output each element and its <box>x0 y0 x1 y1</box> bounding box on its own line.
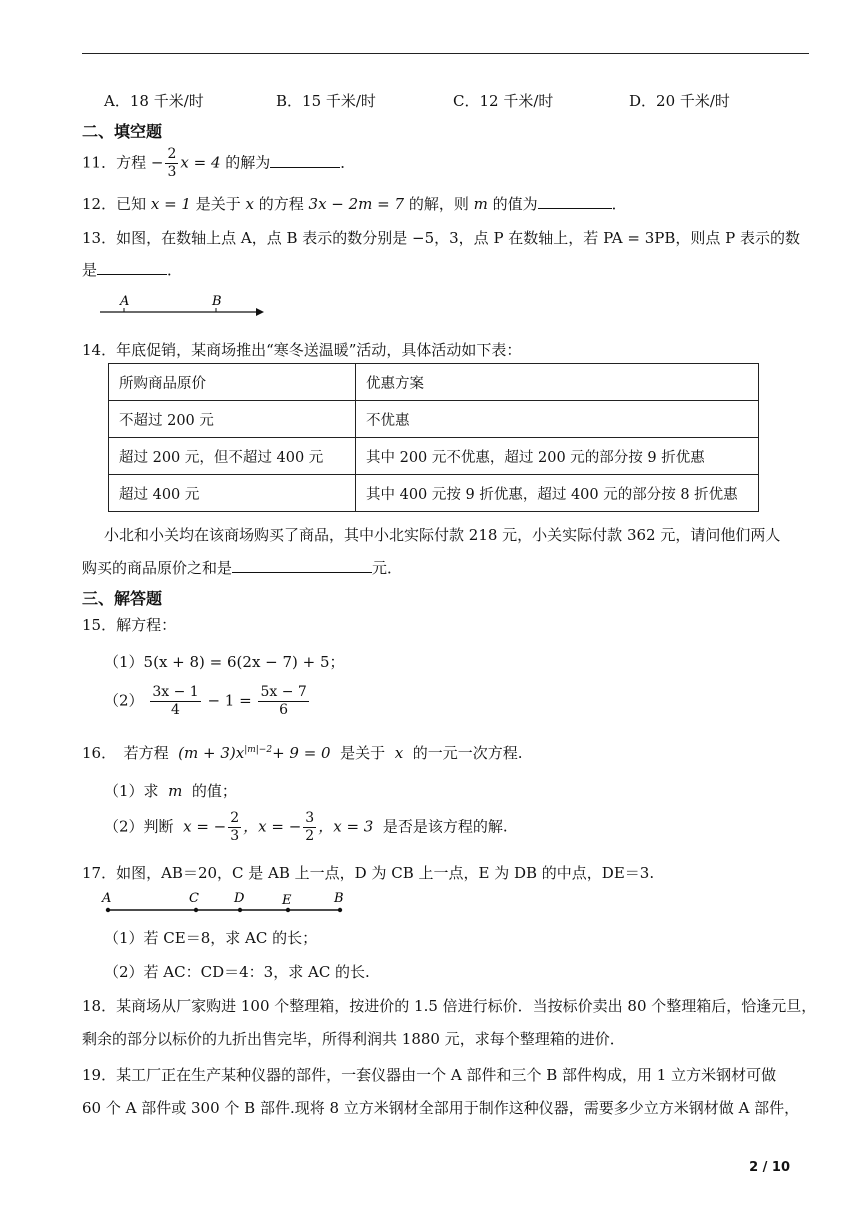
question-12: 12．已知 x = 1 是关于 x 的方程 3x − 2m = 7 的解，则 m 的值为 ． <box>82 195 627 213</box>
header-rule <box>82 53 809 54</box>
table-cell: 优惠方案 <box>356 364 759 401</box>
table-cell: 不超过 200 元 <box>109 401 356 438</box>
question-17-part1: （1）若 CE＝8，求 AC 的长； <box>104 929 318 947</box>
question-19-line1: 19．某工厂正在生产某种仪器的部件，一套仪器由一个 A 部件和三个 B 部件构成，用 1 立方米钢材可做 <box>82 1066 777 1084</box>
question-14-intro: 14．年底促销，某商场推出“寒冬送温暖”活动，具体活动如下表： <box>82 341 522 359</box>
option-c: C．12 千米/时 <box>453 92 554 110</box>
segment-diagram-17 <box>98 888 352 916</box>
table-row <box>109 475 759 512</box>
question-13-line1: 13．如图，在数轴上点 A，点 B 表示的数分别是 −5，3，点 P 在数轴上，若 PA = 3PB，则点 P 表示的数 <box>82 229 801 247</box>
number-line-13 <box>96 292 266 318</box>
section-title-answer: 三、解答题 <box>82 589 163 608</box>
question-14-text2: 购买的商品原价之和是 元． <box>82 559 403 577</box>
table-cell: 所购商品原价 <box>109 364 356 401</box>
question-18-line2: 剩余的部分以标价的九折出售完毕，所得利润共 1880 元，求每个整理箱的进价． <box>82 1030 625 1048</box>
point-e-label: E <box>282 893 292 908</box>
question-18-line1: 18．某商场从厂家购进 100 个整理箱，按进价的 1.5 倍进行标价．当按标价卖出 80 个整理箱后，恰逢元旦， <box>82 997 817 1015</box>
table-cell: 其中 400 元按 9 折优惠，超过 400 元的部分按 8 折优惠 <box>356 475 759 512</box>
answer-blank <box>97 260 167 275</box>
table-cell: 其中 200 元不优惠，超过 200 元的部分按 9 折优惠 <box>356 438 759 475</box>
point-b-label: B <box>212 294 222 309</box>
option-a: A．18 千米/时 <box>104 92 204 110</box>
answer-blank <box>270 153 340 168</box>
question-15-title: 15．解方程： <box>82 616 177 634</box>
question-17-part2: （2）若 AC：CD＝4：3，求 AC 的长. <box>104 963 370 981</box>
question-11: 11．方程 − $\frac{2}{3}$ x = 4 的解为 ． <box>82 146 356 180</box>
question-16-part1: （1）求 m 的值； <box>104 782 237 800</box>
question-19-line2: 60 个 A 部件或 300 个 B 部件.现将 8 立方米钢材全部用于制作这种仪器，需要多少立方米钢材做 A 部件， <box>82 1099 800 1117</box>
promotion-table <box>108 363 759 512</box>
question-16-part2: （2）判断 x = − $\frac{2}{3}$ ，x = − $\frac{3}{2}$ ，x = 3 是否是该方程的解. <box>104 810 508 844</box>
section-title-fill-in: 二、填空题 <box>82 122 163 141</box>
question-15-part2: （2） $\frac{3x - 1}{4}$ − 1 = $\frac{5x - 7}{6}$ <box>104 684 307 718</box>
table-row <box>109 364 759 401</box>
point-d-label: D <box>234 891 245 906</box>
question-15-part1: （1）5(x + 8) = 6(2x − 7) + 5； <box>104 653 345 671</box>
table-cell: 超过 200 元，但不超过 400 元 <box>109 438 356 475</box>
point-b-label: B <box>334 891 344 906</box>
question-17: 17．如图，AB＝20，C 是 AB 上一点，D 为 CB 上一点，E 为 DB 的中点，DE＝3. <box>82 864 655 882</box>
option-d: D．20 千米/时 <box>629 92 730 110</box>
point-c-label: C <box>189 891 199 906</box>
answer-blank <box>538 194 612 209</box>
point-a-label: A <box>102 891 112 906</box>
table-row <box>109 438 759 475</box>
question-14-text1: 小北和小关均在该商场购买了商品，其中小北实际付款 218 元，小关实际付款 362 元，请问他们两人 <box>104 526 781 544</box>
page-number: 2 / 10 <box>749 1160 790 1175</box>
question-16: 16． 若方程 $(m + 3)x^{|m|-2}+ 9 = 0$ 是关于 x 的一元一次方程. <box>82 744 523 762</box>
table-cell: 超过 400 元 <box>109 475 356 512</box>
table-row <box>109 401 759 438</box>
question-13-line2: 是 ． <box>82 261 183 279</box>
option-b: B．15 千米/时 <box>276 92 376 110</box>
answer-blank <box>232 558 372 573</box>
point-a-label: A <box>120 294 130 309</box>
table-cell: 不优惠 <box>356 401 759 438</box>
